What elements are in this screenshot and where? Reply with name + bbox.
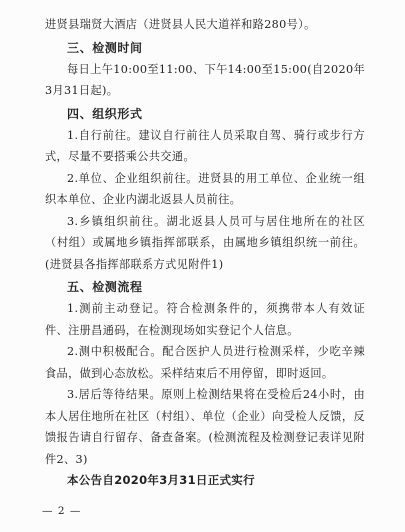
section-detection-time: [45, 37, 365, 102]
section-paragraph: 2.单位、企业组织前往。进贤县的用工单位、企业统一组织本单位、企业内湖北返县人员前往。: [45, 171, 365, 206]
section-process: [45, 276, 365, 470]
effective-notice: 本公告自2020年3月31日正式实行: [67, 473, 255, 487]
section-paragraph: 3.乡镇组织前往。湖北返县人员可与居住地所在的社区（村组）或属地乡镇指挥部联系，由属地乡镇组织统一前往。(进贤县各指挥部联系方式见附件1): [45, 214, 365, 271]
section-paragraph: 1.测前主动登记。符合检测条件的，须携带本人有效证件、注册昌通码，在检测现场如实登记个人信息。: [45, 302, 365, 337]
section-paragraph: 1.自行前往。建议自行前往人员采取自驾、骑行或步行方式，尽量不要搭乘公共交通。: [45, 128, 365, 163]
section-heading: 五、检测流程: [67, 280, 143, 294]
section-heading: 四、组织形式: [67, 106, 143, 121]
section-paragraph: 2.测中积极配合。配合医护人员进行检测采样，少吃辛辣食品，做到心态放松。采样结束后不用停留，即时返回。: [45, 345, 365, 380]
document-body: [45, 14, 365, 492]
section-paragraph: 每日上午10:00至11:00、下午14:00至15:00(自2020年3月31日起)。: [45, 62, 365, 97]
section-organization: [45, 103, 365, 276]
page-number: — 2 —: [42, 505, 82, 517]
section-heading: 三、检测时间: [67, 40, 143, 55]
section-paragraph: 3.居后等待结果。原则上检测结果将在受检后24小时，由本人居住地所在社区（村组）、单位（企业）向受检人反馈，反馈报告请自行留存、备查备案。(检测流程及检测登记表详见附件2、3): [45, 388, 365, 466]
intro-line: 进贤县瑞贤大酒店（进贤县人民大道祥和路280号）。: [45, 18, 316, 31]
